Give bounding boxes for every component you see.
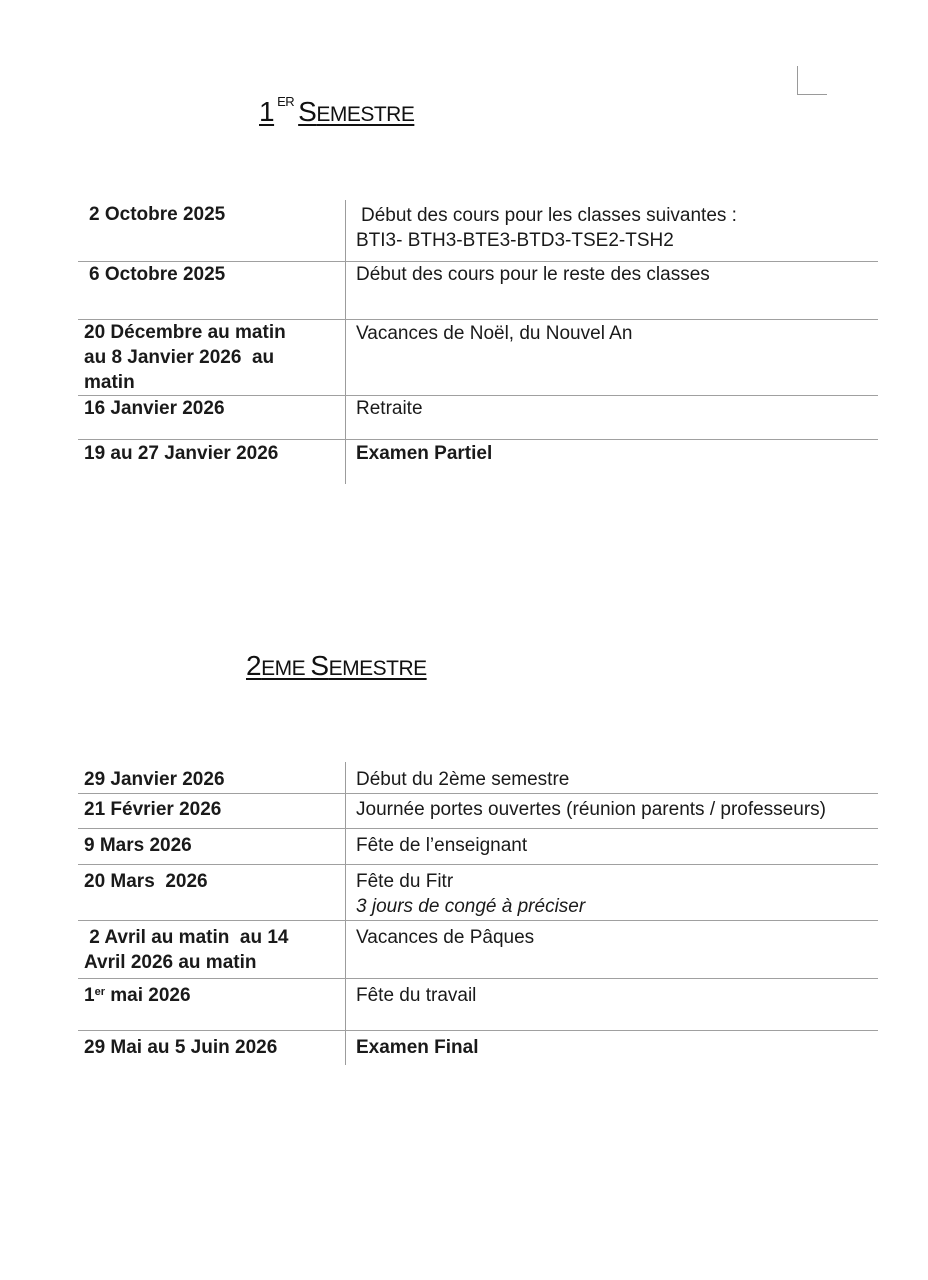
semester2-row1-event: Début du 2ème semestre — [356, 769, 570, 790]
semester2-row1-date: 29 Janvier 2026 — [84, 769, 225, 790]
semester2-row4-event — [356, 869, 585, 919]
semester2-row4-date: 20 Mars 2026 — [84, 871, 208, 892]
semester1-row3-date — [84, 320, 286, 395]
semester2-row4-event-title: Fête du Fitr — [356, 871, 454, 892]
semester2-row-separator — [78, 978, 878, 979]
semester1-row5-date: 19 au 27 Janvier 2026 — [84, 443, 279, 464]
semester2-heading-number: 2 — [246, 650, 262, 681]
semester1-column-divider — [345, 200, 346, 484]
semester2-row6-date-sup: er — [94, 986, 105, 998]
semester1-row3-date-line2: au 8 Janvier 2026 au — [84, 347, 275, 368]
semester2-row7-date: 29 Mai au 5 Juin 2026 — [84, 1037, 278, 1058]
semester2-row2-date: 21 Février 2026 — [84, 799, 222, 820]
semester2-heading-eme: EME — [261, 657, 311, 680]
semester1-heading-rest: EMESTRE — [316, 103, 415, 126]
semester1-row4-date: 16 Janvier 2026 — [84, 398, 225, 419]
semester1-row1-event-line1: Début des cours pour les classes suivantes : — [361, 205, 737, 226]
semester2-row5-event: Vacances de Pâques — [356, 927, 535, 948]
semester2-row-separator — [78, 864, 878, 865]
semester2-row6-date — [84, 983, 191, 1008]
semester1-row3-date-line3: matin — [84, 372, 135, 393]
semester2-row-separator — [78, 920, 878, 921]
semester2-row-separator — [78, 793, 878, 794]
semester2-row3-event: Fête de l’enseignant — [356, 835, 528, 856]
semester1-row2-event: Début des cours pour le reste des classes — [356, 264, 710, 285]
semester2-row5-date — [84, 925, 289, 975]
semester2-row-separator — [78, 1030, 878, 1031]
semester1-row3-event: Vacances de Noël, du Nouvel An — [356, 323, 633, 344]
semester2-heading — [246, 650, 427, 682]
semester2-row7-event: Examen Final — [356, 1037, 479, 1058]
semester1-row3-date-line1: 20 Décembre au matin — [84, 322, 286, 343]
semester2-column-divider — [345, 762, 346, 1065]
semester1-row1-event — [356, 203, 737, 253]
semester1-row-separator — [78, 439, 878, 440]
semester1-row4-event: Retraite — [356, 398, 423, 419]
semester2-row-separator — [78, 828, 878, 829]
semester2-row6-date-num: 1 — [84, 985, 95, 1006]
semester2-row4-event-note: 3 jours de congé à préciser — [356, 896, 586, 917]
semester2-row5-date-line2: Avril 2026 au matin — [84, 952, 257, 973]
semester2-row3-date: 9 Mars 2026 — [84, 835, 192, 856]
semester2-row6-event: Fête du travail — [356, 985, 477, 1006]
semester1-row1-date: 2 Octobre 2025 — [89, 204, 226, 225]
semester2-row5-date-line1: 2 Avril au matin au 14 — [84, 927, 289, 948]
semester1-heading-sup: ER — [277, 94, 295, 109]
semester1-heading — [259, 96, 414, 128]
semester1-row2-date: 6 Octobre 2025 — [89, 264, 226, 285]
page-corner-mark — [797, 66, 827, 95]
semester1-heading-initial: S — [298, 96, 317, 127]
semester1-heading-number: 1 — [259, 96, 275, 127]
semester2-row2-event: Journée portes ouvertes (réunion parents / professeurs) — [356, 799, 826, 820]
semester2-heading-rest: EMESTRE — [328, 657, 427, 680]
semester1-row1-event-line2: BTI3- BTH3-BTE3-BTD3-TSE2-TSH2 — [356, 230, 674, 251]
semester1-row5-event: Examen Partiel — [356, 443, 493, 464]
semester2-heading-initial: S — [310, 650, 329, 681]
semester2-row6-date-rest: mai 2026 — [104, 985, 191, 1006]
